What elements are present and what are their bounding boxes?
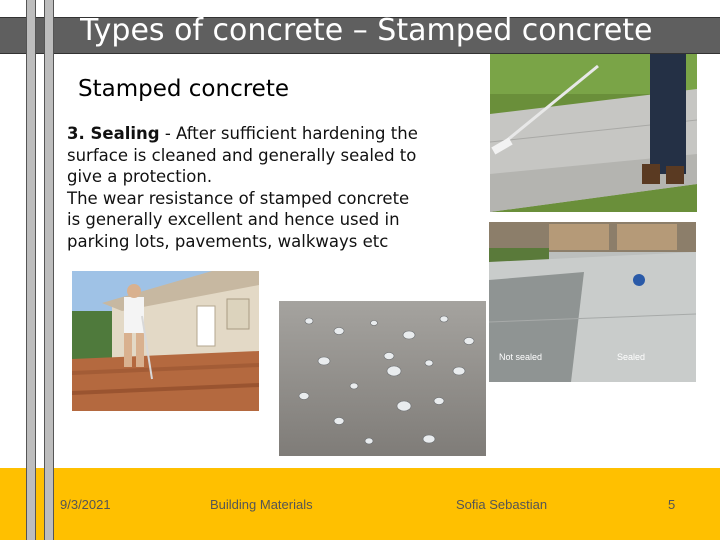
body-line-2: The wear resistance of stamped concrete is generally excellent and hence used in parking lots, pavements, walkways etc — [67, 188, 410, 251]
label-sealed: Sealed — [617, 352, 646, 362]
photo-water-droplets — [279, 301, 486, 456]
body-line-1: - After sufficient hardening the surface is cleaned and generally sealed to give a protection. — [67, 124, 418, 186]
photo-sealed-comparison — [489, 222, 696, 382]
body-text — [67, 123, 427, 252]
label-not-sealed: Not sealed — [499, 352, 543, 362]
footer-date: 9/3/2021 — [60, 497, 111, 512]
footer-author: Sofia Sebastian — [456, 497, 548, 512]
left-decor-bar-2 — [44, 0, 54, 540]
footer-page-number: 5 — [668, 497, 676, 512]
left-decor-bar — [26, 0, 36, 540]
photo-sealing-sidewalk — [490, 54, 697, 212]
photo-patio-sealing — [72, 271, 259, 411]
title-band — [0, 13, 720, 54]
footer-course: Building Materials — [210, 497, 313, 512]
body-heading: 3. Sealing — [67, 124, 160, 143]
slide-title: Types of concrete – Stamped concrete — [80, 13, 653, 48]
slide-subtitle: Stamped concrete — [78, 76, 289, 102]
